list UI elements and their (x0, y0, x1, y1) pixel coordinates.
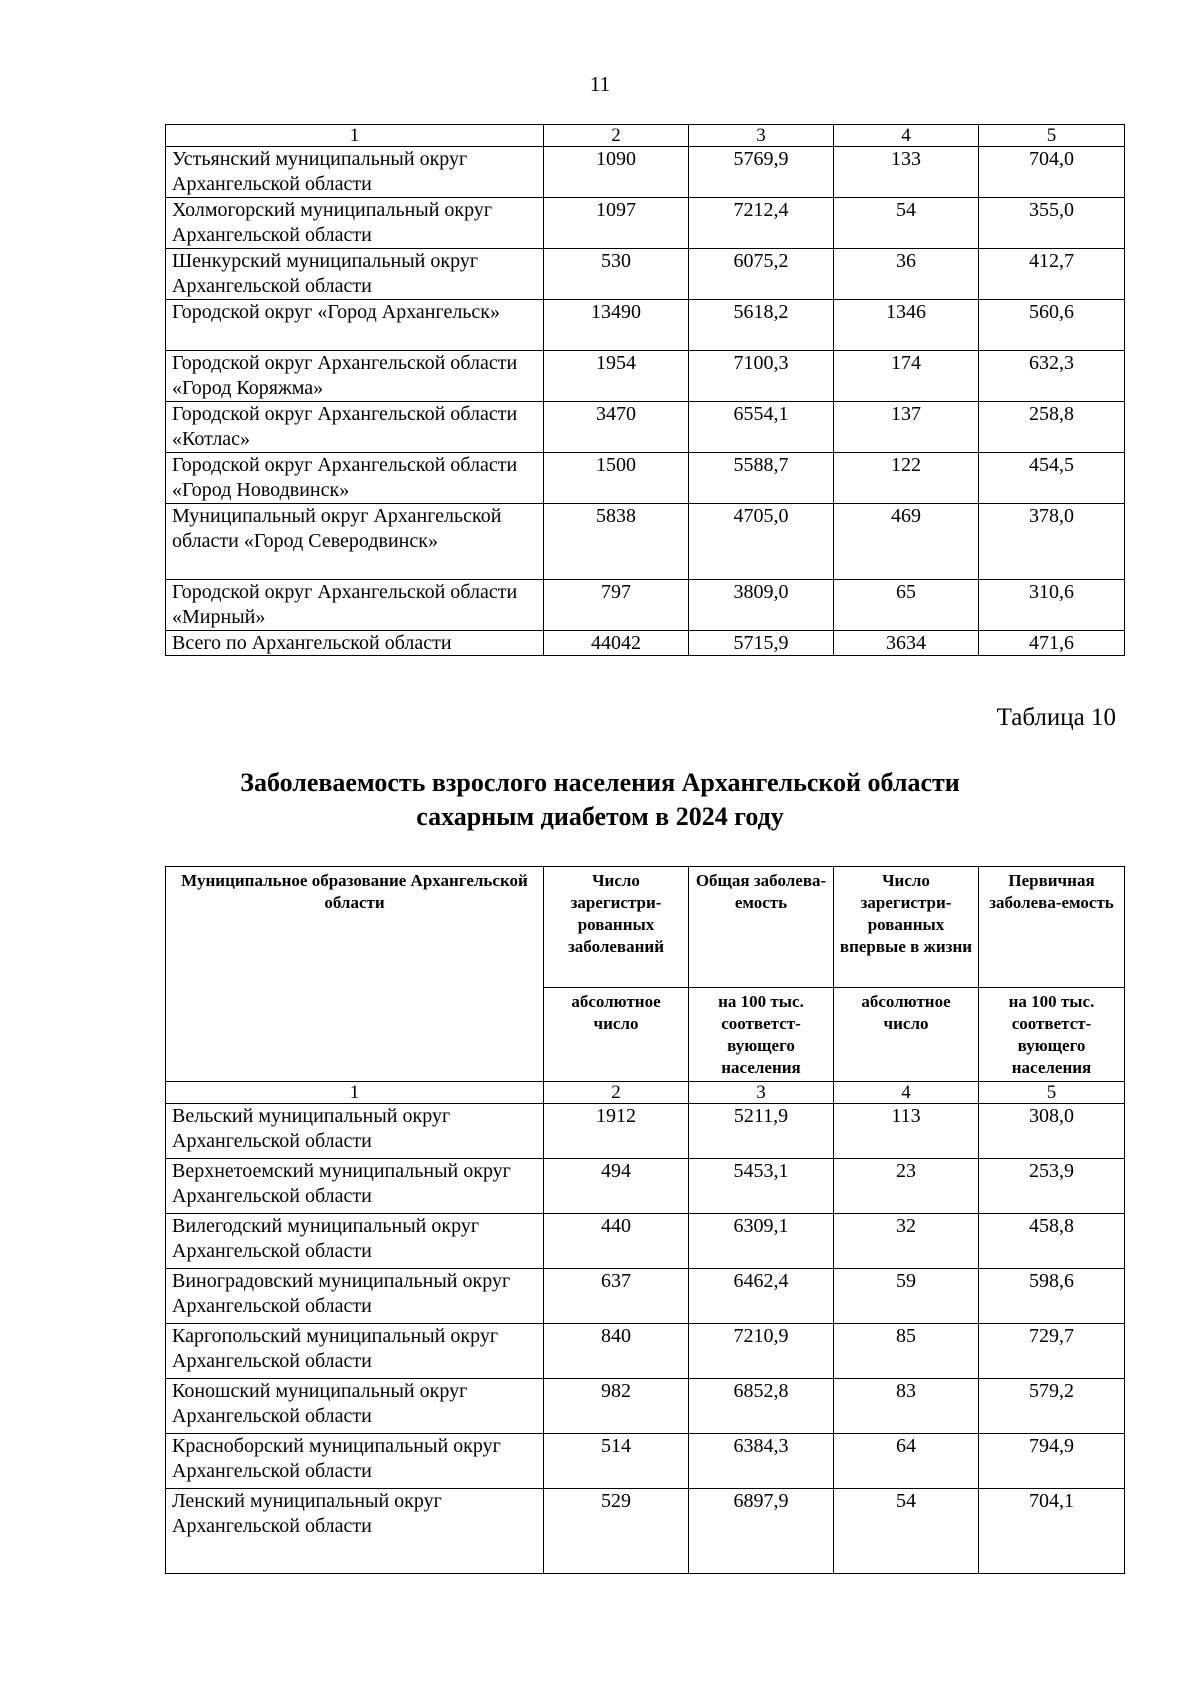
primary-incidence: 560,6 (979, 300, 1125, 351)
new-cases: 32 (834, 1214, 979, 1269)
new-cases: 85 (834, 1324, 979, 1379)
district-name: Городской округ Архангельской области «Город Новодвинск» (166, 453, 544, 504)
new-cases: 3634 (834, 631, 979, 656)
primary-incidence: 412,7 (979, 249, 1125, 300)
district-name: Шенкурский муниципальный округ Архангельской области (166, 249, 544, 300)
table-row (166, 198, 1125, 249)
column-index: 3 (689, 125, 834, 147)
total-incidence: 7100,3 (689, 351, 834, 402)
registered-cases: 797 (544, 580, 689, 631)
district-name: Городской округ Архангельской области «Мирный» (166, 580, 544, 631)
registered-cases: 1500 (544, 453, 689, 504)
new-cases: 54 (834, 1489, 979, 1574)
primary-incidence: 253,9 (979, 1159, 1125, 1214)
column-index: 5 (979, 125, 1125, 147)
new-cases: 83 (834, 1379, 979, 1434)
registered-cases: 840 (544, 1324, 689, 1379)
total-incidence: 5588,7 (689, 453, 834, 504)
subheader-absolute: абсолютное число (544, 988, 689, 1082)
subheader-absolute: абсолютное число (834, 988, 979, 1082)
table-row (166, 1159, 1125, 1214)
registered-cases: 5838 (544, 504, 689, 580)
primary-incidence: 632,3 (979, 351, 1125, 402)
header-total-incidence: Общая заболева-емость (689, 867, 834, 988)
table-row (166, 1489, 1125, 1574)
table-row (166, 453, 1125, 504)
total-incidence: 7212,4 (689, 198, 834, 249)
new-cases: 133 (834, 147, 979, 198)
header-municipality: Муниципальное образование Архангельской области (166, 867, 544, 1082)
registered-cases: 1097 (544, 198, 689, 249)
total-incidence: 7210,9 (689, 1324, 834, 1379)
registered-cases: 530 (544, 249, 689, 300)
primary-incidence: 471,6 (979, 631, 1125, 656)
total-incidence: 6852,8 (689, 1379, 834, 1434)
primary-incidence: 308,0 (979, 1104, 1125, 1159)
column-index-row (166, 125, 1125, 147)
primary-incidence: 355,0 (979, 198, 1125, 249)
district-name: Городской округ Архангельской области «Котлас» (166, 402, 544, 453)
continued-table (165, 124, 1125, 656)
district-name: Городской округ Архангельской области «Город Коряжма» (166, 351, 544, 402)
registered-cases: 637 (544, 1269, 689, 1324)
total-incidence: 6462,4 (689, 1269, 834, 1324)
new-cases: 1346 (834, 300, 979, 351)
total-incidence: 6384,3 (689, 1434, 834, 1489)
registered-cases: 1912 (544, 1104, 689, 1159)
table-row (166, 1324, 1125, 1379)
district-name: Устьянский муниципальный округ Архангельской области (166, 147, 544, 198)
column-index: 5 (979, 1082, 1125, 1104)
district-name: Каргопольский муниципальный округ Архангельской области (166, 1324, 544, 1379)
registered-cases: 494 (544, 1159, 689, 1214)
primary-incidence: 579,2 (979, 1379, 1125, 1434)
new-cases: 137 (834, 402, 979, 453)
primary-incidence: 729,7 (979, 1324, 1125, 1379)
total-incidence: 5769,9 (689, 147, 834, 198)
new-cases: 174 (834, 351, 979, 402)
registered-cases: 982 (544, 1379, 689, 1434)
table-row (166, 504, 1125, 580)
total-incidence: 6309,1 (689, 1214, 834, 1269)
primary-incidence: 458,8 (979, 1214, 1125, 1269)
district-name: Всего по Архангельской области (166, 631, 544, 656)
header-primary-incidence: Первичная заболева-емость (979, 867, 1125, 988)
column-index: 1 (166, 1082, 544, 1104)
total-incidence: 6897,9 (689, 1489, 834, 1574)
subheader-per-100k: на 100 тыс. соответст-вующего населения (689, 988, 834, 1082)
registered-cases: 1090 (544, 147, 689, 198)
new-cases: 59 (834, 1269, 979, 1324)
district-name: Виноградовский муниципальный округ Архангельской области (166, 1269, 544, 1324)
primary-incidence: 794,9 (979, 1434, 1125, 1489)
table-row (166, 1104, 1125, 1159)
table-row (166, 249, 1125, 300)
total-incidence: 3809,0 (689, 580, 834, 631)
column-index: 4 (834, 1082, 979, 1104)
registered-cases: 514 (544, 1434, 689, 1489)
registered-cases: 1954 (544, 351, 689, 402)
primary-incidence: 704,0 (979, 147, 1125, 198)
table-label: Таблица 10 (996, 704, 1116, 731)
total-incidence: 5715,9 (689, 631, 834, 656)
total-row (166, 631, 1125, 656)
table-title (0, 766, 1200, 834)
total-incidence: 5453,1 (689, 1159, 834, 1214)
primary-incidence: 310,6 (979, 580, 1125, 631)
header-registered-cases: Число зарегистри-рованных заболеваний (544, 867, 689, 988)
primary-incidence: 704,1 (979, 1489, 1125, 1574)
column-index-row (166, 1082, 1125, 1104)
total-incidence: 5618,2 (689, 300, 834, 351)
table-title-line: сахарным диабетом в 2024 году (416, 802, 784, 831)
table-row (166, 1434, 1125, 1489)
registered-cases: 13490 (544, 300, 689, 351)
page-number: 11 (589, 72, 611, 96)
column-index: 1 (166, 125, 544, 147)
column-index: 2 (544, 125, 689, 147)
total-incidence: 6554,1 (689, 402, 834, 453)
district-name: Городской округ «Город Архангельск» (166, 300, 544, 351)
registered-cases: 3470 (544, 402, 689, 453)
table-row (166, 402, 1125, 453)
table-row (166, 300, 1125, 351)
subheader-per-100k: на 100 тыс. соответст-вующего населения (979, 988, 1125, 1082)
district-name: Муниципальный округ Архангельской области «Город Северодвинск» (166, 504, 544, 580)
table-row (166, 351, 1125, 402)
new-cases: 36 (834, 249, 979, 300)
table-row (166, 1379, 1125, 1434)
district-name: Верхнетоемский муниципальный округ Архангельской области (166, 1159, 544, 1214)
district-name: Коношский муниципальный округ Архангельской области (166, 1379, 544, 1434)
new-cases: 469 (834, 504, 979, 580)
new-cases: 64 (834, 1434, 979, 1489)
new-cases: 54 (834, 198, 979, 249)
district-name: Холмогорский муниципальный округ Архангельской области (166, 198, 544, 249)
diabetes-incidence-table (165, 866, 1125, 1574)
column-index: 4 (834, 125, 979, 147)
column-index: 2 (544, 1082, 689, 1104)
table-row (166, 1269, 1125, 1324)
header-new-cases: Число зарегистри-рованных впервые в жизни (834, 867, 979, 988)
registered-cases: 440 (544, 1214, 689, 1269)
new-cases: 113 (834, 1104, 979, 1159)
district-name: Красноборский муниципальный округ Архангельской области (166, 1434, 544, 1489)
new-cases: 122 (834, 453, 979, 504)
registered-cases: 44042 (544, 631, 689, 656)
header-row (166, 867, 1125, 988)
total-incidence: 6075,2 (689, 249, 834, 300)
district-name: Ленский муниципальный округ Архангельской области (166, 1489, 544, 1574)
total-incidence: 4705,0 (689, 504, 834, 580)
column-index: 3 (689, 1082, 834, 1104)
primary-incidence: 454,5 (979, 453, 1125, 504)
new-cases: 65 (834, 580, 979, 631)
total-incidence: 5211,9 (689, 1104, 834, 1159)
new-cases: 23 (834, 1159, 979, 1214)
primary-incidence: 378,0 (979, 504, 1125, 580)
primary-incidence: 598,6 (979, 1269, 1125, 1324)
table-row (166, 1214, 1125, 1269)
district-name: Вельский муниципальный округ Архангельской области (166, 1104, 544, 1159)
table-title-line: Заболеваемость взрослого населения Архангельской области (240, 768, 960, 797)
district-name: Вилегодский муниципальный округ Архангельской области (166, 1214, 544, 1269)
registered-cases: 529 (544, 1489, 689, 1574)
primary-incidence: 258,8 (979, 402, 1125, 453)
table-row (166, 147, 1125, 198)
table-row (166, 580, 1125, 631)
